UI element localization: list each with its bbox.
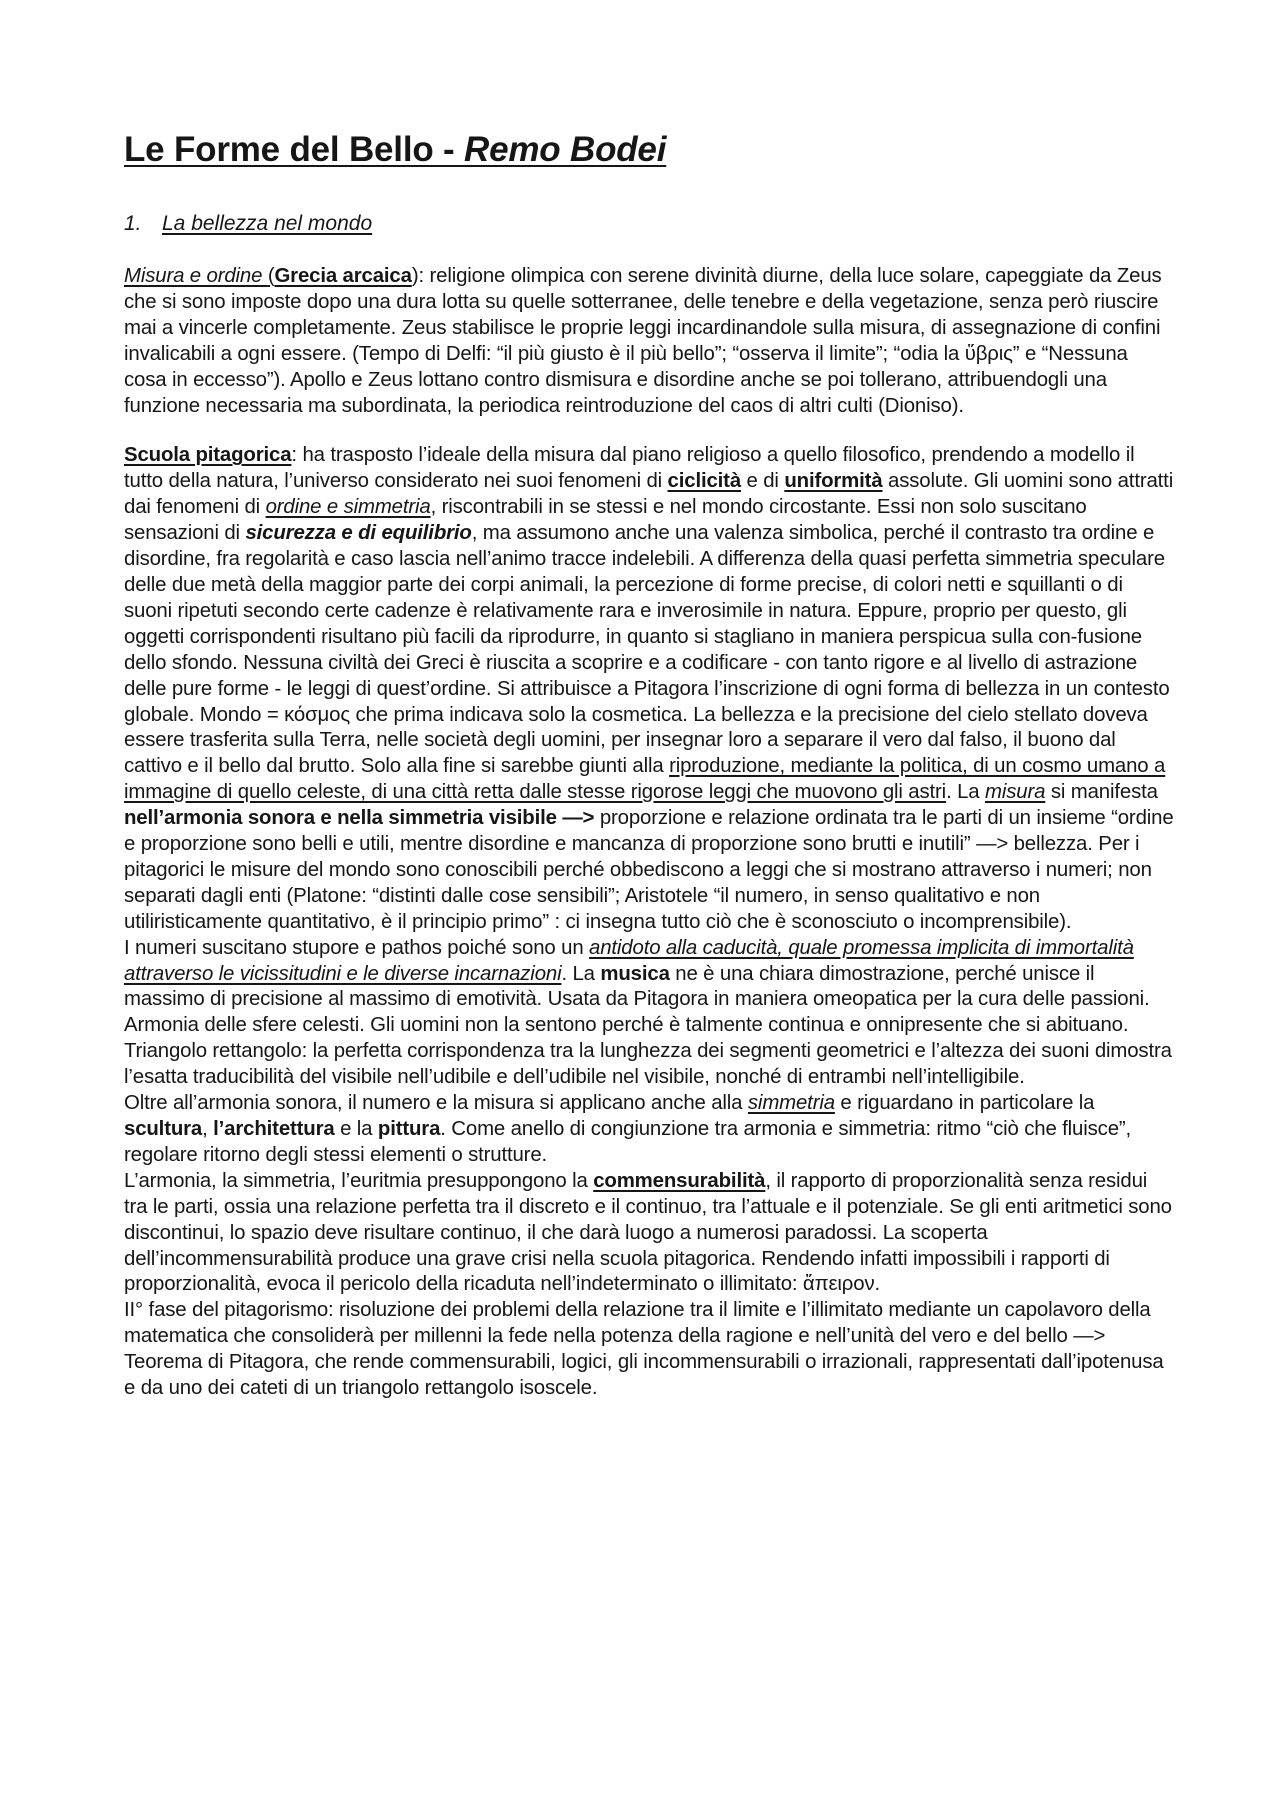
term-simmetria: simmetria [747, 1092, 835, 1115]
paragraph-text: II° fase del pitagorismo: risoluzione dei problemi della relazione tra il limite e l’illimitato mediante un capolavoro della matematica che consoliderà per millenni la fede nella potenza della ragione e nell’unità del vero e del bello —> Teorema di Pitagora, che rende commensurabili, logici, gli incommensurabili o irrazionali, rappresentati dall’ipotenusa e da uno dei cateti di un triangolo rettangolo isoscele. [124, 1299, 1164, 1400]
paragraph-armonia-sfere [124, 1013, 1174, 1091]
paragraph-seconda-fase [124, 1298, 1174, 1402]
paragraph-text: si manifesta [1045, 781, 1158, 804]
paragraph-text: ): religione olimpica con serene divinità diurne, della luce solare, capeggiate da Zeus che si sono imposte dopo una dura lotta su quelle sotterranee, delle tenebre e della vegetazione, senza però riuscire mai a vincerle completamente. Zeus stabilisce le proprie leggi incardinandole sulla misura, di assegnazione di confini invalicabili a ogni essere. (Tempo di Delfi: “il più giusto è il più bello”; “osserva il limite”; “odia la ὕβρις” e “Nessuna cosa in eccesso”). Apollo e Zeus lottano contro dismisura e disordine anche se poi tollerano, attribuendogli una funzione necessaria ma subordinata, la periodica reintroduzione del caos di altri culti (Dioniso). [124, 265, 1162, 417]
term-ciclicita: ciclicità [667, 470, 742, 493]
paragraph-misura-ordine [124, 264, 1174, 419]
term-uniformita: uniformità [784, 470, 883, 493]
paragraph-text: . La [561, 962, 601, 985]
section-number: 1. [124, 212, 142, 235]
paragraph-text: Armonia delle sfere celesti. Gli uomini non la sentono perché è talmente continua e onnipresente che si abituano. Triangolo rettangolo: la perfetta corrispondenza tra la lunghezza dei segmenti geometrici e l’altezza dei suoni dimostra l’esatta traducibilità del visibile nell’udibile e dell’udibile nel visibile, nonché di entrambi nell’intelligibile. [124, 1014, 1172, 1089]
document-title [124, 128, 1174, 172]
term-scuola-pitagorica: Scuola pitagorica [124, 444, 292, 467]
term-pittura: pittura [377, 1118, 441, 1140]
paragraph-text: assolute. Gli uomini sono attratti dai fenomeni di [124, 470, 1174, 519]
paragraph-text: , riscontrabili in se stessi e nel mondo circostante. Essi non solo suscitano sensazioni di [124, 496, 1087, 545]
paren-open: ( [267, 265, 275, 287]
paragraph-text: I numeri suscitano stupore e pathos poiché sono un [124, 936, 590, 959]
term-grecia-arcaica: Grecia arcaica [274, 265, 412, 287]
section-label: La bellezza nel mondo [162, 212, 373, 235]
term-commensurabilita: commensurabilità [593, 1169, 766, 1192]
term-misura-ordine: Misura e ordine [124, 265, 268, 287]
paragraph-text: , [202, 1118, 214, 1140]
paragraph-text: , il rapporto di proporzionalità senza residui tra le parti, ossia una relazione perfetta tra il discreto e il continuo, tra l’attuale e il potenziale. Se gli enti aritmetici sono discontinui, lo spazio deve risultare continuo, il che darà luogo a numerosi paradossi. La scoperta dell’incommensurabilità produce una grave crisi nella scuola pitagorica. Rendendo infatti impossibili i rapporti di proporzionalità, evoca il pericolo della ricaduta nell’indeterminato o illimitato: ἄπειρον. [124, 1169, 1172, 1296]
paragraph-text: e di [741, 470, 785, 493]
term-sicurezza-equilibrio: sicurezza e di equilibrio [245, 522, 472, 545]
term-antidoto-caducita: antidoto alla caducità, quale promessa implicita di immortalità attraverso le vicissitudini e le diverse incarnazioni [124, 936, 1134, 985]
term-architettura: l’architettura [213, 1118, 335, 1140]
title-main: Le Forme del Bello - [124, 130, 465, 169]
paragraph-text: Oltre all’armonia sonora, il numero e la misura si applicano anche alla [124, 1092, 748, 1115]
underlined-riproduzione: riproduzione, mediante la politica, di un cosmo umano a immagine di quello celeste, di una città retta dalle stesse rigorose leggi che muovono gli astri [124, 755, 1166, 804]
term-armonia-simmetria: nell’armonia sonora e nella simmetria visibile —> [124, 807, 595, 830]
term-scultura: scultura [124, 1118, 203, 1140]
paragraph-text: . Come anello di congiunzione tra armonia e simmetria: ritmo “ciò che fluisce”, regolare ritorno degli stessi elementi o strutture. [124, 1118, 1132, 1166]
paragraph-text: ne è una chiara dimostrazione, perché unisce il massimo di precisione al massimo di emotività. Usata da Pitagora in maniera omeopatica per la cura delle passioni. [124, 962, 1150, 1011]
paragraph-text: e riguardano in particolare la [834, 1092, 1095, 1115]
paragraph-text: , ma assumono anche una valenza simbolica, perché il contrasto tra ordine e disordine, fra regolarità e caso lascia nell’animo tracce indelebili. A differenza della quasi perfetta simmetria speculare delle due metà della maggior parte dei corpi animali, la percezione di forme precise, di colori netti e squillanti o di suoni ripetuti secondo certe cadenze è relativamente rara e inverosimile in natura. Eppure, proprio per questo, gli oggetti corrispondenti risultano più facili da riprodurre, in quanto si stagliano in maniera perspicua sulla con-fusione dello sfondo. Nessuna civiltà dei Greci è riuscita a scoprire e a codificare - con tanto rigore e al livello di astrazione delle pure forme - le leggi di quest’ordine. Si attribuisce a Pitagora l’inscrizione di ogni forma di bellezza in un contesto globale. Mondo = κόσμος che prima indicava solo la cosmetica. La bellezza e la precisione del cielo stellato doveva essere trasferita sulla Terra, nelle società degli uomini, per insegnar loro a separare il vero dal falso, il buono dal cattivo e il bello dal brutto. Solo alla fine si sarebbe giunti alla [124, 522, 1170, 778]
term-musica: musica [600, 962, 670, 985]
document-page [124, 128, 1174, 1402]
paragraph-text: : ha trasposto l’ideale della misura dal piano religioso a quello filosofico, prendendo a modello il tutto della natura, l’universo considerato nei suoi fenomeni di [124, 444, 1135, 493]
paragraph-text: e la [334, 1118, 378, 1140]
paragraph-simmetria [124, 1091, 1174, 1169]
term-misura: misura [985, 781, 1046, 804]
paragraph-text: proporzione e relazione ordinata tra le parti di un insieme “ordine e proporzione sono belli e utili, mentre disordine e mancanza di proporzione sono brutti e inutili” —> bellezza. Per i pitagorici le misure del mondo sono conoscibili perché obbediscono a leggi che si mostrano attraverso i numeri; non separati dagli enti (Platone: “distinti dalle cose sensibili”; Aristotele “il numero, in senso qualitativo e non utiliristicamente quantitativo, è il principio primo” : ci insegna tutto ciò che è sconosciuto o incomprensibile). [124, 807, 1174, 933]
paragraph-text: L’armonia, la simmetria, l’euritmia presuppongono la [124, 1169, 594, 1192]
term-ordine-simmetria: ordine e simmetria [265, 496, 431, 519]
paragraph-numeri [124, 936, 1174, 1014]
paragraph-scuola-pitagorica [124, 443, 1174, 935]
paragraph-text: . La [946, 781, 986, 804]
paragraph-commensurabilita [124, 1169, 1174, 1299]
section-heading [124, 210, 1174, 238]
title-author: Remo Bodei [464, 130, 667, 169]
